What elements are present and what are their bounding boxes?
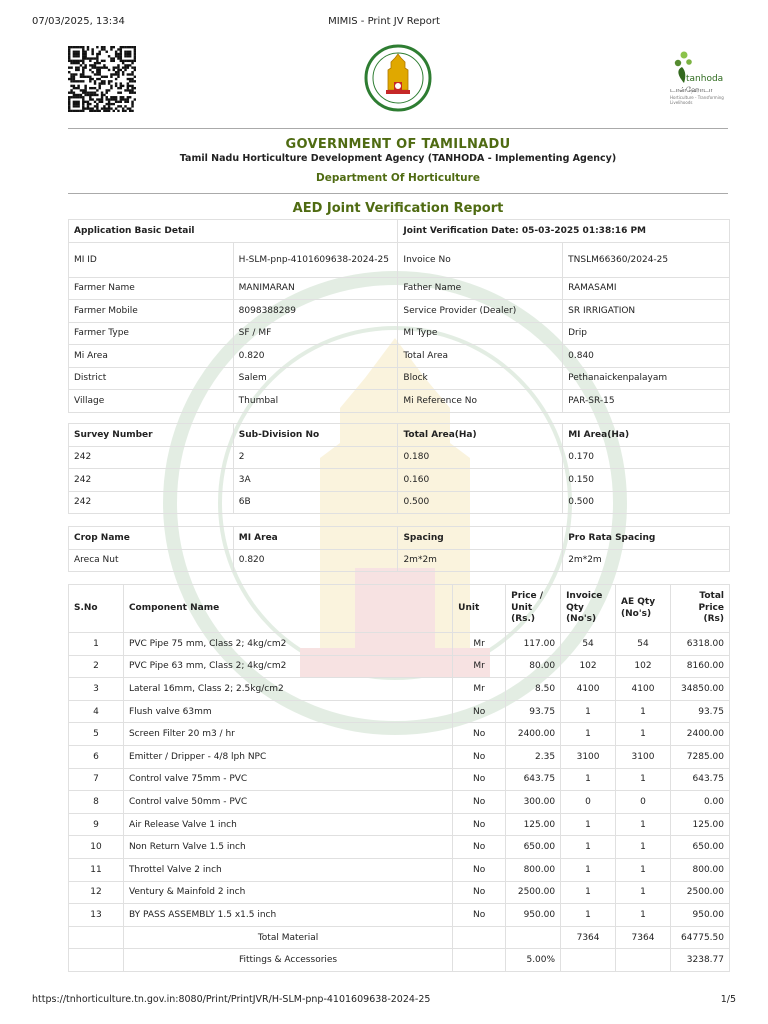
component-row [69, 836, 730, 859]
invoice-qty: 1 [561, 836, 616, 859]
invoice-qty: 1 [561, 881, 616, 904]
component-row [69, 655, 730, 678]
survey-cell: 2 [233, 446, 398, 469]
invoice-qty: 1 [561, 723, 616, 746]
invoice-qty: 4100 [561, 678, 616, 701]
survey-cell: 242 [69, 469, 234, 492]
total-price: 650.00 [670, 836, 729, 859]
component-header: Unit [453, 585, 506, 633]
unit: Mr [453, 633, 506, 656]
survey-cell: 0.150 [563, 469, 730, 492]
serial-no: 11 [69, 858, 124, 881]
ae-qty: 1 [616, 881, 671, 904]
field-value: MANIMARAN [233, 277, 398, 300]
invoice-qty: 3100 [561, 745, 616, 768]
component-row [69, 745, 730, 768]
price-per-unit: 300.00 [506, 791, 561, 814]
survey-cell: 242 [69, 491, 234, 514]
invoice-qty: 0 [561, 791, 616, 814]
ae-qty: 3100 [616, 745, 671, 768]
qr-code [68, 46, 136, 112]
components-table [68, 584, 730, 972]
component-row [69, 768, 730, 791]
total-price: 800.00 [670, 858, 729, 881]
price-per-unit: 117.00 [506, 633, 561, 656]
ae-qty: 1 [616, 858, 671, 881]
unit: No [453, 858, 506, 881]
total-price: 93.75 [670, 700, 729, 723]
total-ae-qty: 7364 [616, 926, 671, 949]
crop-header: MI Area [233, 527, 398, 550]
field-value: 0.820 [233, 345, 398, 368]
component-row [69, 858, 730, 881]
serial-no: 7 [69, 768, 124, 791]
unit: No [453, 836, 506, 859]
crop-header: Spacing [398, 527, 563, 550]
component-name: PVC Pipe 63 mm, Class 2; 4kg/cm2 [123, 655, 452, 678]
tamilnadu-emblem [364, 44, 432, 112]
total-price: 2500.00 [670, 881, 729, 904]
crop-cell: 2m*2m [563, 549, 730, 572]
serial-no: 4 [69, 700, 124, 723]
price-per-unit: 950.00 [506, 904, 561, 927]
field-label: Village [69, 390, 234, 413]
survey-table [68, 423, 730, 514]
unit: No [453, 700, 506, 723]
field-value: 0.840 [563, 345, 730, 368]
invoice-qty: 102 [561, 655, 616, 678]
component-header: S.No [69, 585, 124, 633]
fittings-label: Fittings & Accessories [123, 949, 452, 972]
serial-no: 2 [69, 655, 124, 678]
logo-tamil: டான்ஹோடா [670, 86, 713, 94]
serial-no: 6 [69, 745, 124, 768]
print-datetime: 07/03/2025, 13:34 [32, 16, 125, 27]
field-label: Service Provider (Dealer) [398, 300, 563, 323]
component-name: BY PASS ASSEMBLY 1.5 x1.5 inch [123, 904, 452, 927]
survey-cell: 0.500 [398, 491, 563, 514]
unit: No [453, 813, 506, 836]
logo-tagline: Horticulture - Transforming Livelihoods [670, 95, 724, 105]
component-header: Price / Unit (Rs.) [506, 585, 561, 633]
component-row [69, 678, 730, 701]
agency-title: Tamil Nadu Horticulture Development Agency (TANHODA - Implementing Agency) [179, 153, 617, 164]
serial-no: 10 [69, 836, 124, 859]
basic-section-title: Application Basic Detail [69, 220, 398, 243]
component-name: Air Release Valve 1 inch [123, 813, 452, 836]
component-row [69, 904, 730, 927]
price-per-unit: 2400.00 [506, 723, 561, 746]
verification-date: Joint Verification Date: 05-03-2025 01:38:16 PM [398, 220, 730, 243]
ae-qty: 102 [616, 655, 671, 678]
total-price: 0.00 [670, 791, 729, 814]
print-header [32, 16, 736, 30]
crop-cell: Areca Nut [69, 549, 234, 572]
field-value: SR IRRIGATION [563, 300, 730, 323]
fittings-price: 3238.77 [670, 949, 729, 972]
survey-cell: 6B [233, 491, 398, 514]
serial-no: 9 [69, 813, 124, 836]
component-name: Screen Filter 20 m3 / hr [123, 723, 452, 746]
component-header: Total Price (Rs) [670, 585, 729, 633]
ae-qty: 1 [616, 723, 671, 746]
crop-cell: 2m*2m [398, 549, 563, 572]
invoice-qty: 1 [561, 813, 616, 836]
serial-no: 1 [69, 633, 124, 656]
price-per-unit: 2.35 [506, 745, 561, 768]
crop-table [68, 526, 730, 572]
field-label: Father Name [398, 277, 563, 300]
field-label: Block [398, 367, 563, 390]
field-label: Farmer Mobile [69, 300, 234, 323]
total-price: 8160.00 [670, 655, 729, 678]
total-invoice-qty: 7364 [561, 926, 616, 949]
basic-details-table [68, 219, 730, 413]
crop-cell: 0.820 [233, 549, 398, 572]
field-label: Total Area [398, 345, 563, 368]
total-material-label: Total Material [123, 926, 452, 949]
survey-cell: 0.170 [563, 446, 730, 469]
price-per-unit: 800.00 [506, 858, 561, 881]
serial-no: 12 [69, 881, 124, 904]
field-value: Pethanaickenpalayam [563, 367, 730, 390]
field-label: District [69, 367, 234, 390]
serial-no: 13 [69, 904, 124, 927]
page-number: 1/5 [720, 994, 736, 1005]
invoice-qty: 1 [561, 768, 616, 791]
component-row [69, 700, 730, 723]
component-row [69, 813, 730, 836]
total-price: 950.00 [670, 904, 729, 927]
fittings-row [69, 949, 730, 972]
component-name: Control valve 75mm - PVC [123, 768, 452, 791]
field-value: 8098388289 [233, 300, 398, 323]
crop-header: Crop Name [69, 527, 234, 550]
survey-header: MI Area(Ha) [563, 424, 730, 447]
component-header: Invoice Qty (No's) [561, 585, 616, 633]
survey-cell: 242 [69, 446, 234, 469]
fittings-percent: 5.00% [506, 949, 561, 972]
unit: No [453, 791, 506, 814]
field-label: Invoice No [398, 242, 563, 277]
survey-header: Survey Number [69, 424, 234, 447]
header-rule-top [68, 128, 728, 129]
survey-cell: 3A [233, 469, 398, 492]
print-url: https://tnhorticulture.tn.gov.in:8080/Print/PrintJVR/H-SLM-pnp-4101609638-2024-25 [32, 994, 431, 1005]
invoice-qty: 1 [561, 904, 616, 927]
component-name: Control valve 50mm - PVC [123, 791, 452, 814]
serial-no: 5 [69, 723, 124, 746]
component-row [69, 633, 730, 656]
ae-qty: 4100 [616, 678, 671, 701]
field-label: MI ID [69, 242, 234, 277]
logo-name: tanhoda [686, 74, 724, 84]
survey-cell: 0.160 [398, 469, 563, 492]
crop-header: Pro Rata Spacing [563, 527, 730, 550]
component-name: Lateral 16mm, Class 2; 2.5kg/cm2 [123, 678, 452, 701]
field-value: SF / MF [233, 322, 398, 345]
component-name: Non Return Valve 1.5 inch [123, 836, 452, 859]
field-label: MI Type [398, 322, 563, 345]
survey-cell: 0.180 [398, 446, 563, 469]
total-price: 2400.00 [670, 723, 729, 746]
tanhoda-logo [664, 50, 734, 105]
invoice-qty: 1 [561, 700, 616, 723]
price-per-unit: 80.00 [506, 655, 561, 678]
survey-header: Sub-Division No [233, 424, 398, 447]
component-name: Ventury & Mainfold 2 inch [123, 881, 452, 904]
component-name: Emitter / Dripper - 4/8 lph NPC [123, 745, 452, 768]
component-name: Throttel Valve 2 inch [123, 858, 452, 881]
component-row [69, 881, 730, 904]
survey-cell: 0.500 [563, 491, 730, 514]
price-per-unit: 2500.00 [506, 881, 561, 904]
component-name: PVC Pipe 75 mm, Class 2; 4kg/cm2 [123, 633, 452, 656]
invoice-qty: 1 [561, 858, 616, 881]
field-label: Farmer Name [69, 277, 234, 300]
price-per-unit: 93.75 [506, 700, 561, 723]
total-material-row [69, 926, 730, 949]
department-title: Department Of Horticulture [316, 172, 480, 184]
unit: No [453, 904, 506, 927]
serial-no: 3 [69, 678, 124, 701]
field-label: Farmer Type [69, 322, 234, 345]
unit: No [453, 745, 506, 768]
unit: Mr [453, 655, 506, 678]
total-price: 6318.00 [670, 633, 729, 656]
field-value: Drip [563, 322, 730, 345]
field-label: Mi Area [69, 345, 234, 368]
report-title: AED Joint Verification Report [292, 201, 504, 216]
serial-no: 8 [69, 791, 124, 814]
government-title: GOVERNMENT OF TAMILNADU [285, 137, 511, 152]
price-per-unit: 8.50 [506, 678, 561, 701]
component-header: Component Name [123, 585, 452, 633]
unit: No [453, 768, 506, 791]
total-price: 643.75 [670, 768, 729, 791]
field-value: H-SLM-pnp-4101609638-2024-25 [233, 242, 398, 277]
survey-header: Total Area(Ha) [398, 424, 563, 447]
ae-qty: 1 [616, 904, 671, 927]
total-material-price: 64775.50 [670, 926, 729, 949]
field-value: RAMASAMI [563, 277, 730, 300]
price-per-unit: 125.00 [506, 813, 561, 836]
ae-qty: 0 [616, 791, 671, 814]
total-price: 125.00 [670, 813, 729, 836]
field-value: PAR-SR-15 [563, 390, 730, 413]
field-value: Salem [233, 367, 398, 390]
ae-qty: 54 [616, 633, 671, 656]
ae-qty: 1 [616, 836, 671, 859]
unit: No [453, 723, 506, 746]
component-name: Flush valve 63mm [123, 700, 452, 723]
field-value: TNSLM66360/2024-25 [563, 242, 730, 277]
ae-qty: 1 [616, 813, 671, 836]
print-footer [32, 994, 736, 1008]
field-value: Thumbal [233, 390, 398, 413]
invoice-qty: 54 [561, 633, 616, 656]
price-per-unit: 643.75 [506, 768, 561, 791]
component-header: AE Qty (No's) [616, 585, 671, 633]
ae-qty: 1 [616, 768, 671, 791]
unit: Mr [453, 678, 506, 701]
print-title: MIMIS - Print JV Report [328, 16, 440, 27]
unit: No [453, 881, 506, 904]
price-per-unit: 650.00 [506, 836, 561, 859]
field-label: Mi Reference No [398, 390, 563, 413]
component-row [69, 723, 730, 746]
total-price: 34850.00 [670, 678, 729, 701]
component-row [69, 791, 730, 814]
ae-qty: 1 [616, 700, 671, 723]
header-rule-bottom [68, 193, 728, 194]
total-price: 7285.00 [670, 745, 729, 768]
